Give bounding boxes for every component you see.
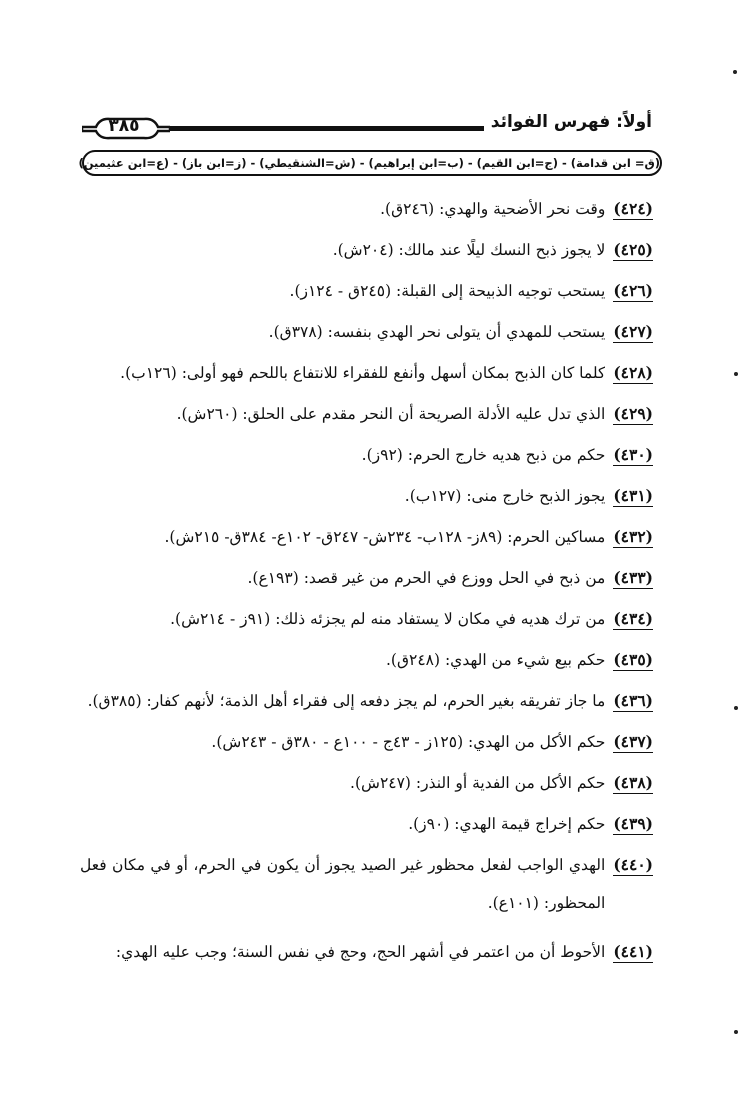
entry-number [613,772,653,794]
abbreviation-legend: (ق= ابن قدامة) - (ج=ابن القيم) - (ب=ابن إبراهيم) - (ش=الشنقيطي) - (ز=ابن باز) - (ع=ابن عثيمين) [82,150,662,176]
entry-number-text: (٤٢٤) [613,199,653,218]
entry-number [613,608,653,630]
entry-text: الهدي الواجب لفعل محظور غير الصيد يجوز أن يكون في الحرم، أو في مكان فعل المحظور: (١٠١ع). [80,856,606,912]
entry-number [613,321,653,343]
list-item [80,690,653,712]
list-item [80,321,653,343]
entry-text: مساكين الحرم: (٨٩ز- ١٢٨ب- ٢٣٤ش- ٢٤٧ق- ١٠٢ع- ٣٨٤ق- ٢١٥ش). [164,528,606,546]
entry-number [613,198,653,220]
entry-text: من ترك هديه في مكان لا يستفاد منه لم يجزئه ذلك: (٩١ز - ٢١٤ش). [170,610,606,628]
margin-dot [734,372,738,376]
list-item [80,567,653,589]
entry-number-text: (٤٢٩) [613,404,653,423]
entry-number [613,731,653,753]
page-header [82,110,652,140]
entry-number [613,362,653,384]
entry-text: وقت نحر الأضحية والهدي: (٢٤٦ق). [380,200,606,218]
page-number: ٣٨٥ [108,116,140,136]
entry-text: الذي تدل عليه الأدلة الصريحة أن النحر مقدم على الحلق: (٢٦٠ش). [176,405,606,423]
section-title: أولاً: فهرس الفوائد [490,112,652,132]
entry-number-text: (٤٢٨) [613,363,653,382]
entry-text: يستحب للمهدي أن يتولى نحر الهدي بنفسه: (٣٧٨ق). [268,323,606,341]
entry-text: حكم بيع شيء من الهدي: (٢٤٨ق). [385,651,606,669]
page-number-badge [82,116,170,138]
header-rule [152,126,484,131]
entry-text: حكم الأكل من الهدي: (١٢٥ز - ٤٣ج - ١٠٠ع - ٣٨٠ق - ٢٤٣ش). [211,733,606,751]
list-item [80,649,653,671]
entry-number [613,444,653,466]
list-item [80,485,653,507]
entry-number-text: (٤٣١) [613,486,653,505]
entry-number-text: (٤٢٥) [613,240,653,259]
entries-list [80,198,653,982]
list-item [80,813,653,835]
list-item [80,362,653,384]
list-item [80,608,653,630]
entry-text: لا يجوز ذبح النسك ليلًا عند مالك: (٢٠٤ش). [332,241,606,259]
entry-number-text: (٤٣٠) [613,445,653,464]
list-item [80,772,653,794]
entry-text: يستحب توجيه الذبيحة إلى القبلة: (٢٤٥ق - ١٢٤ز). [289,282,606,300]
entry-number [613,813,653,835]
entry-number-text: (٤٣٤) [613,609,653,628]
entry-number [613,690,653,712]
entry-number-text: (٤٣٩) [613,814,653,833]
entry-number-text: (٤٤١) [613,942,653,961]
margin-dot [734,1030,738,1034]
entry-number [613,485,653,507]
list-item [80,444,653,466]
entry-number-text: (٤٣٣) [613,568,653,587]
entry-number-text: (٤٣٥) [613,650,653,669]
list-item [80,280,653,302]
list-item [80,731,653,753]
entry-text: من ذبح في الحل ووزع في الحرم من غير قصد: (١٩٣ع). [247,569,606,587]
entry-number-text: (٤٣٧) [613,732,653,751]
margin-dot [733,70,737,74]
entry-number [613,941,653,963]
entry-number [613,403,653,425]
entry-number [613,526,653,548]
list-item [80,526,653,548]
entry-number [613,649,653,671]
entry-text: حكم الأكل من الفدية أو النذر: (٢٤٧ش). [350,774,606,792]
entry-number [613,280,653,302]
entry-text: كلما كان الذبح بمكان أسهل وأنفع للفقراء للانتفاع باللحم فهو أولى: (١٢٦ب). [120,364,606,382]
entry-number-text: (٤٣٦) [613,691,653,710]
list-item [80,198,653,220]
entry-text: يجوز الذبح خارج منى: (١٢٧ب). [404,487,606,505]
list-item [80,941,653,963]
entry-text: ما جاز تفريقه بغير الحرم، لم يجز دفعه إلى فقراء أهل الذمة؛ لأنهم كفار: (٣٨٥ق). [87,692,606,710]
list-item [80,239,653,261]
entry-number [613,854,653,876]
entry-text: الأحوط أن من اعتمر في أشهر الحج، وحج في نفس السنة؛ وجب عليه الهدي: [115,943,606,961]
entry-text: حكم من ذبح هديه خارج الحرم: (٩٢ز). [361,446,606,464]
entry-number-text: (٤٢٦) [613,281,653,300]
list-item [80,854,653,922]
entry-number-text: (٤٣٢) [613,527,653,546]
margin-dot [734,706,738,710]
entry-number-text: (٤٤٠) [613,855,653,874]
list-item [80,403,653,425]
entry-number-text: (٤٣٨) [613,773,653,792]
entry-text: حكم إخراج قيمة الهدي: (٩٠ز). [408,815,606,833]
entry-number-text: (٤٢٧) [613,322,653,341]
entry-number [613,239,653,261]
entry-number [613,567,653,589]
